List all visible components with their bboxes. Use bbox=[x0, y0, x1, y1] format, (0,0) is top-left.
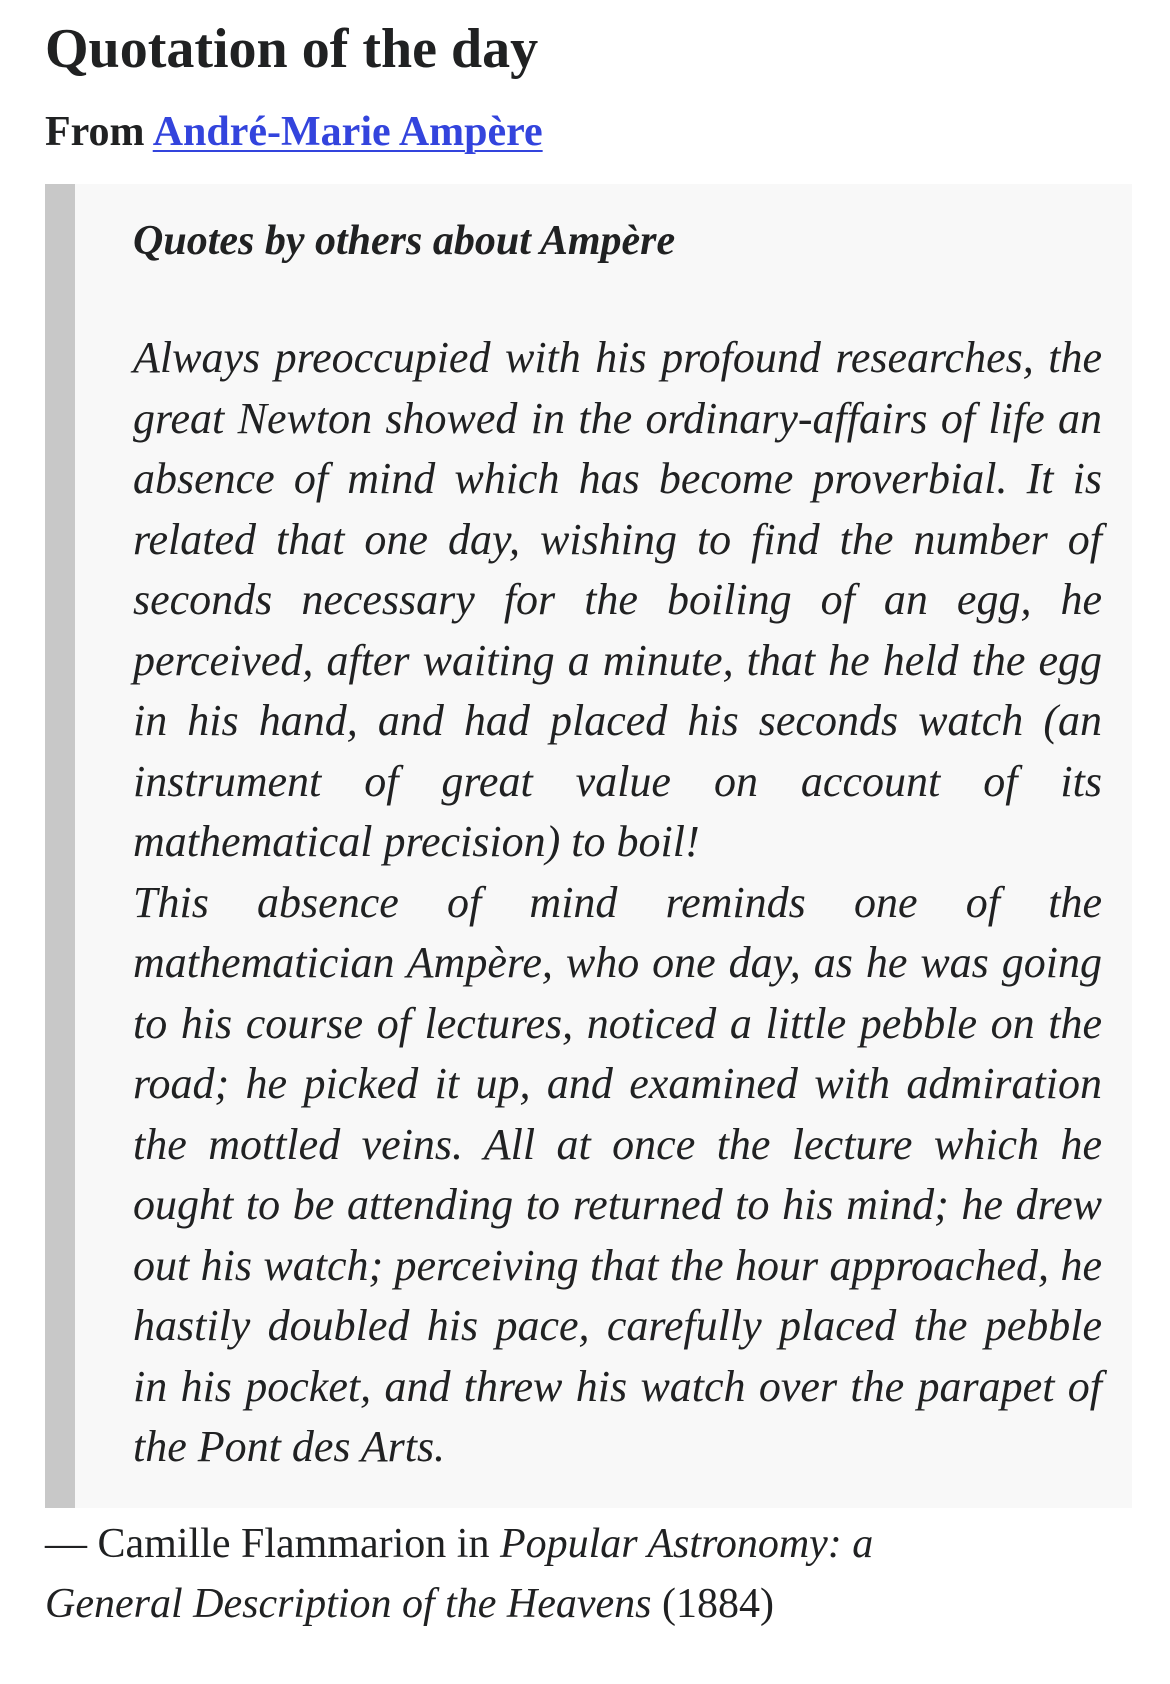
attribution bbox=[45, 1514, 1005, 1634]
quote-box bbox=[45, 184, 1132, 1508]
attribution-year: (1884) bbox=[651, 1580, 775, 1627]
quote-heading: Quotes by others about Ampère bbox=[133, 218, 676, 264]
quote-paragraph-1: Always preoccupied with his profound researches, the great Newton showed in the ordinary-affairs of life an absence of mind which has become proverbial. It is related that one day, wishing to find the number of seconds necessary for the boiling of an egg, he perceived, after waiting a minute, that he held the egg in his hand, and had placed his seconds watch (an instrument of great value on account of its mathematical precision) to boil! bbox=[133, 333, 1102, 866]
from-line bbox=[45, 102, 1125, 162]
attribution-work: Popular Astronomy: a General Description of the Heavens bbox=[45, 1520, 874, 1627]
author-link[interactable]: André-Marie Ampère bbox=[152, 109, 543, 155]
quote-body bbox=[133, 328, 1102, 1478]
attribution-prefix: — Camille Flammarion in bbox=[45, 1520, 500, 1567]
quote-paragraph-2: This absence of mind reminds one of the mathematician Ampère, who one day, as he was going to his course of lectures, noticed a little pebble on the road; he picked it up, and examined with admiration the mottled veins. All at once the lecture which he ought to be attending to returned to his mind; he drew out his watch; perceiving that the hour approached, he hastily doubled his pace, carefully placed the pebble in his pocket, and threw his watch over the parapet of the Pont des Arts. bbox=[133, 877, 1102, 1471]
from-prefix: From bbox=[45, 109, 153, 155]
page-title: Quotation of the day bbox=[45, 18, 539, 80]
